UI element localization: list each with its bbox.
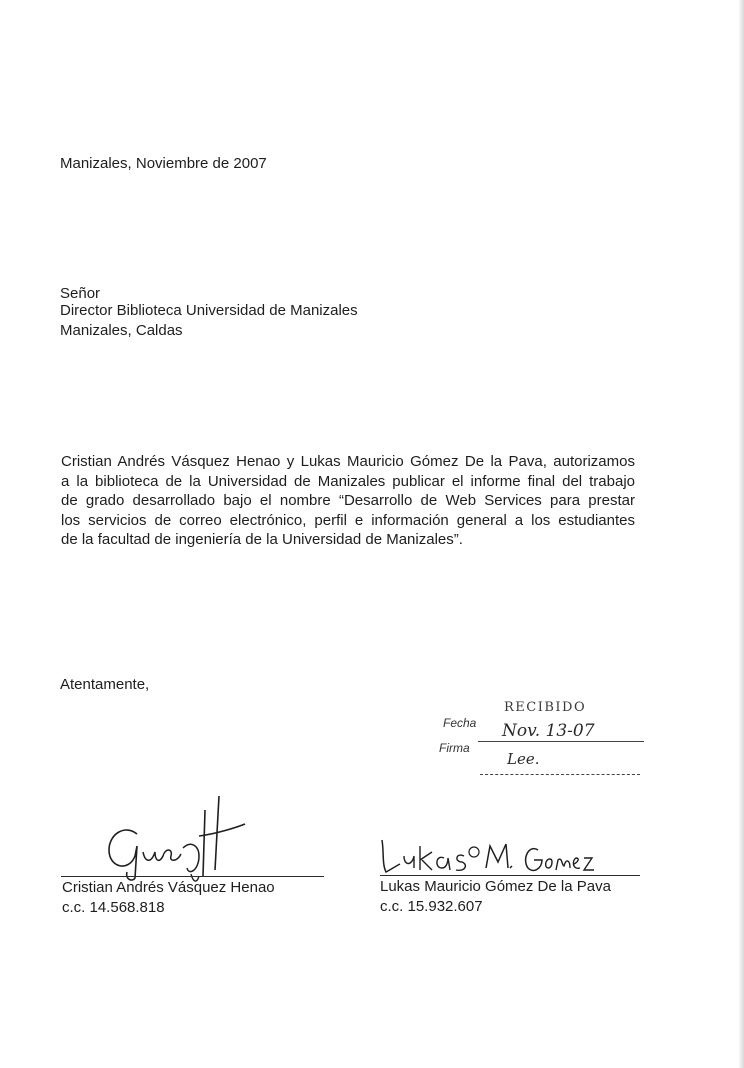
signatory-name-cristian: Cristian Andrés Vásquez Henao	[62, 879, 275, 896]
signatory-id-cristian: c.c. 14.568.818	[62, 899, 165, 916]
body-line: de grado desarrollado bajo el nombre “Desarrollo de Web Services para prestar	[61, 492, 635, 510]
closing: Atentamente,	[60, 676, 150, 693]
stamp-signature-label: Firma	[439, 741, 470, 755]
stamp-title: RECIBIDO	[504, 700, 587, 715]
signatory-id-lukas: c.c. 15.932.607	[380, 898, 483, 915]
place-date: Manizales, Noviembre de 2007	[60, 155, 267, 172]
scan-edge	[738, 0, 744, 1068]
salutation: Señor	[60, 285, 101, 302]
body-line: de la facultad de ingeniería de la Universidad de Manizales”.	[61, 531, 463, 549]
stamp-date-handwriting	[500, 716, 630, 746]
signatory-name-lukas: Lukas Mauricio Gómez De la Pava	[380, 878, 611, 895]
signature-cristian	[95, 790, 265, 885]
signature-line-cristian	[61, 876, 324, 877]
recipient-city: Manizales, Caldas	[60, 322, 183, 339]
body-line: a la biblioteca de la Universidad de Manizales publicar el informe final del trabajo	[61, 472, 635, 490]
stamp-date-value: Nov. 13-07	[502, 721, 595, 741]
stamp-date-label: Fecha	[443, 716, 477, 730]
signature-line-lukas	[380, 875, 640, 876]
body-line: Cristian Andrés Vásquez Henao y Lukas Mauricio Gómez De la Pava, autorizamos	[61, 453, 635, 470]
body-line: los servicios de correo electrónico, perfil e información general a los estudiantes	[61, 511, 635, 529]
stamp-signature-handwriting	[505, 745, 575, 775]
body-paragraph	[61, 452, 635, 550]
recipient-title: Director Biblioteca Universidad de Manizales	[60, 302, 358, 319]
stamp-signature-value: Lee.	[507, 750, 540, 768]
